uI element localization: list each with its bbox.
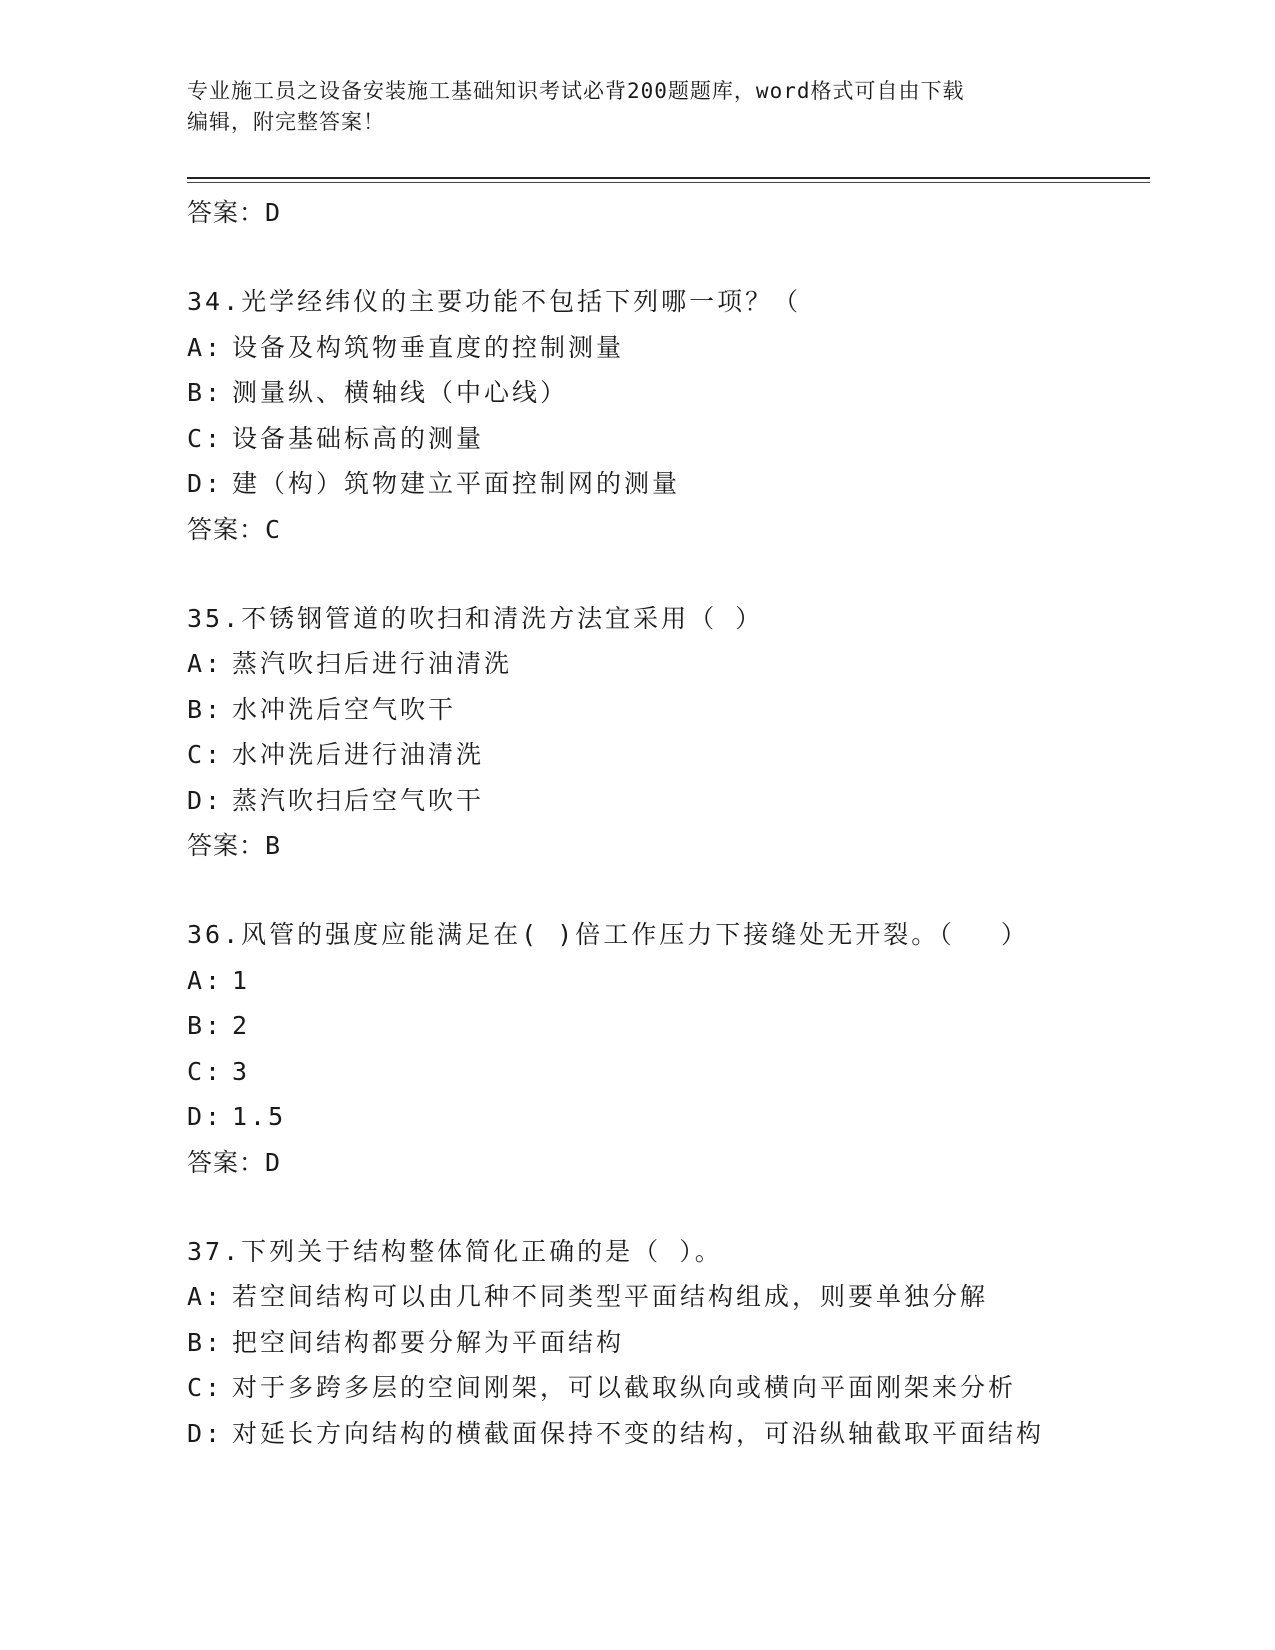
option-label: C: [187,1056,224,1086]
option-label: B: [187,694,224,724]
answer-value: D [265,1147,282,1177]
option-text: 水冲洗后进行油清洗 [232,740,485,769]
option-label: B: [187,378,224,407]
option-text: 测量纵、横轴线（中心线） [232,378,569,407]
answer-line [187,823,1147,868]
option-text: 对于多跨多层的空间刚架，可以截取纵向或横向平面刚架来分析 [232,1373,1017,1402]
spacer [187,868,1147,912]
option-text: 若空间结构可以由几种不同类型平面结构组成，则要单独分解 [232,1282,989,1311]
answer-value: D [265,198,282,227]
option-label: C: [187,423,224,453]
option-line [187,1049,1147,1095]
option-line [187,416,1147,462]
option-text: 设备基础标高的测量 [232,423,485,453]
answer-label: 答案： [187,198,266,227]
header-divider-thin [187,182,1150,183]
option-text: 建（构）筑物建立平面控制网的测量 [232,469,681,498]
option-label: B: [187,1327,224,1357]
option-text: 1.5 [232,1102,287,1131]
option-label: A: [187,965,224,995]
option-line [187,958,1147,1004]
option-text: 水冲洗后空气吹干 [232,694,457,724]
answer-line [187,1140,1147,1185]
spacer [187,552,1147,596]
option-line [187,461,1147,507]
option-line [187,687,1147,733]
question-block [187,1229,1147,1457]
question-block [187,596,1147,869]
answer-label: 答案： [187,831,266,860]
question-block [187,912,1147,1185]
option-line [187,370,1147,416]
answer-label: 答案： [187,514,266,544]
question-stem: 36.风管的强度应能满足在( )倍工作压力下接缝处无开裂。（ ） [187,920,1029,949]
option-label: C: [187,1373,224,1402]
option-text: 1 [232,965,251,995]
answer-value: C [265,514,282,544]
answer-label: 答案： [187,1147,266,1177]
option-text: 蒸汽吹扫后空气吹干 [232,785,485,815]
option-line [187,641,1147,687]
spacer [187,235,1147,279]
option-label: A: [187,1282,224,1311]
option-line [187,1003,1147,1049]
answer-value: B [265,831,282,860]
question-block [187,279,1147,552]
header-line-2: 编辑，附完整答案！ [187,110,385,134]
header-divider-thick [187,177,1150,179]
spacer [187,1185,1147,1229]
answer-line [187,190,1147,235]
header-line-1: 专业施工员之设备安装施工基础知识考试必背200题题库，word格式可自由下载 [187,79,965,103]
option-label: A: [187,332,224,362]
option-label: D: [187,469,224,498]
option-line [187,1274,1147,1320]
question-stem: 37.下列关于结构整体简化正确的是（ ）。 [187,1236,723,1266]
option-label: C: [187,740,224,769]
option-line [187,778,1147,824]
option-text: 蒸汽吹扫后进行油清洗 [232,649,513,678]
option-label: D: [187,1418,224,1448]
option-label: D: [187,1102,224,1131]
option-text: 2 [232,1011,251,1040]
option-line [187,1411,1147,1457]
question-stem: 34.光学经纬仪的主要功能不包括下列哪一项？（ [187,287,802,316]
option-text: 对延长方向结构的横截面保持不变的结构，可沿纵轴截取平面结构 [232,1418,1045,1448]
question-stem: 35.不锈钢管道的吹扫和清洗方法宜采用（ ） [187,603,764,633]
document-header [187,76,1067,138]
option-line [187,732,1147,778]
option-label: B: [187,1011,224,1040]
option-line [187,1320,1147,1366]
option-label: D: [187,785,224,815]
option-line [187,1094,1147,1140]
option-line [187,1365,1147,1411]
option-line [187,325,1147,371]
option-label: A: [187,649,224,678]
option-text: 把空间结构都要分解为平面结构 [232,1327,625,1357]
question-list [187,190,1147,1456]
option-text: 3 [232,1056,251,1086]
option-text: 设备及构筑物垂直度的控制测量 [232,332,625,362]
answer-line [187,507,1147,552]
